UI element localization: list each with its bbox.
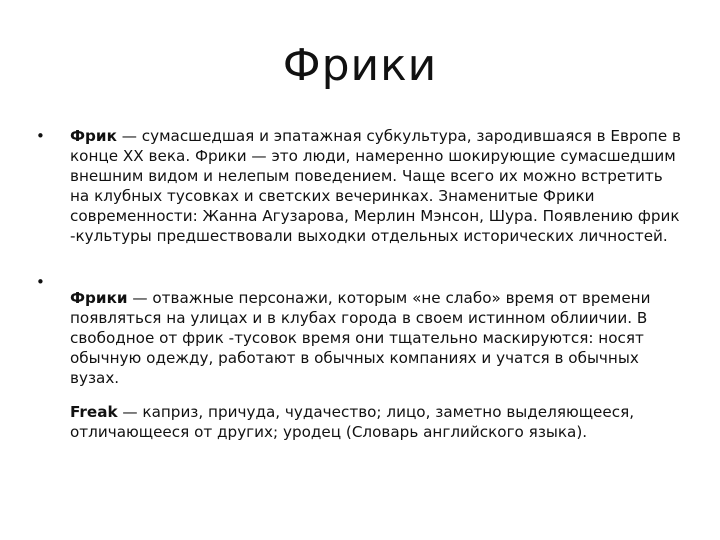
- bullet-text: — сумасшедшая и эпатажная субкультура, зародившаяся в Европе в конце XX века. Фрики — это люди, намеренно шокирующие сумасшедшим внешним видом и нелепым поведением. Чаще всего их можно встретить на клубных тусовках и светских вечеринках. Знаменитые Фрики современности: Жанна Агузарова, Мерлин Мэнсон, Шура. Появлению фрик -культуры предшествовали выходки отдельных исторических личностей.: [70, 127, 681, 245]
- definition-paragraph: [70, 402, 686, 442]
- slide-title: Фрики: [282, 40, 438, 91]
- slide-body: [36, 126, 686, 441]
- bullet-paragraph: [70, 288, 686, 388]
- definition-text: — каприз, причуда, чудачество; лицо, заметно выделяющееся, отличающееся от других; уродец (Словарь английского языка).: [70, 403, 635, 441]
- term: Фрик: [70, 127, 117, 145]
- bullet-paragraph: [70, 126, 686, 246]
- bullet-item-1: [36, 126, 686, 246]
- term: Фрики: [70, 289, 128, 307]
- bullet-marker: •: [36, 273, 45, 291]
- term: Freak: [70, 403, 118, 421]
- bullet-text: — отважные персонажи, которым «не слабо» время от времени появляться на улицах и в клубах города в своем истинном облиичии. В свободное от фрик -тусовок время они тщательно маскируются: носят обычную одежду, работают в обычных компаниях и учатся в обычных вузах.: [70, 289, 651, 387]
- bullet-marker: •: [36, 127, 45, 145]
